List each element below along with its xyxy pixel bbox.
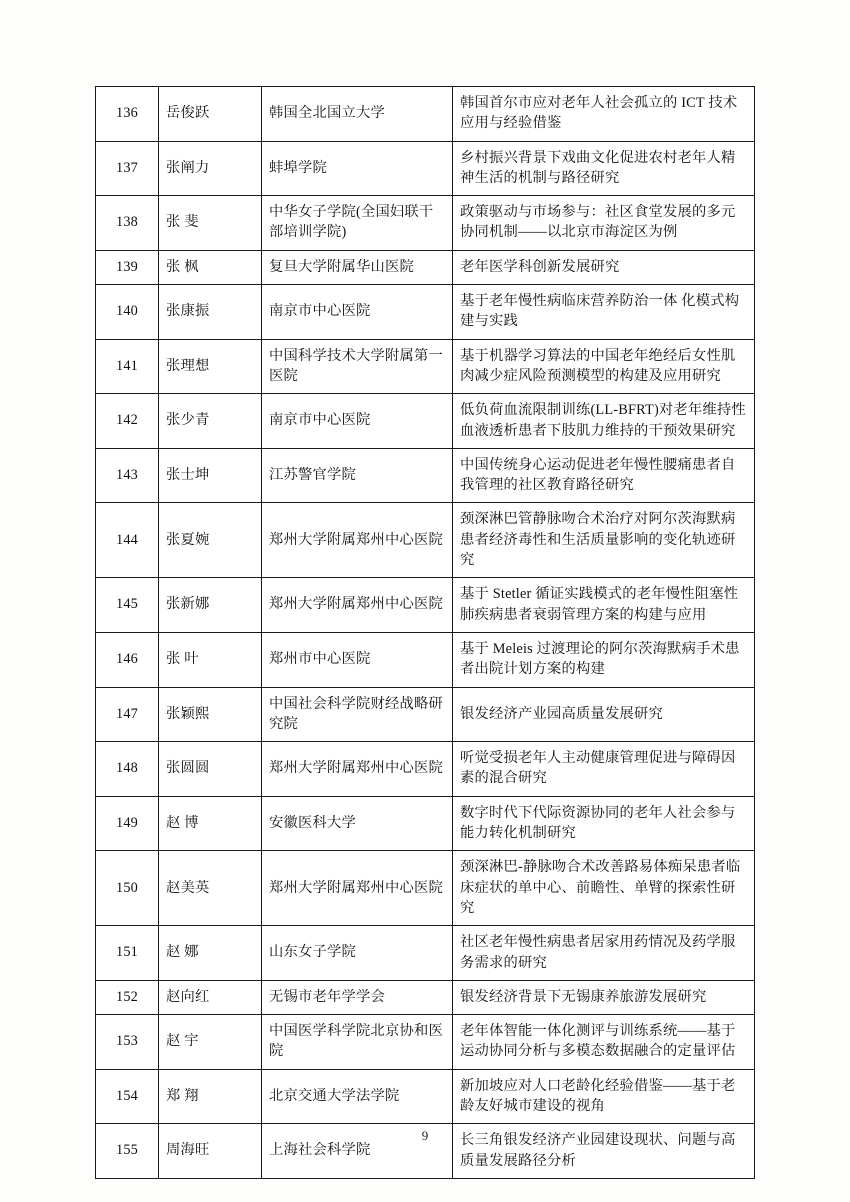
row-organization: 郑州大学附属郑州中心医院 bbox=[262, 742, 453, 797]
row-number: 149 bbox=[96, 796, 159, 851]
row-title: 老年体智能一体化测评与训练系统——基于运动协同分析与多模态数据融合的定量评估 bbox=[453, 1015, 755, 1070]
row-title: 颈深淋巴-静脉吻合术改善路易体痴呆患者临床症状的单中心、前瞻性、单臂的探索性研究 bbox=[453, 851, 755, 926]
table-row bbox=[96, 1015, 755, 1070]
row-number: 146 bbox=[96, 632, 159, 687]
row-number: 138 bbox=[96, 196, 159, 251]
row-organization: 蚌埠学院 bbox=[262, 141, 453, 196]
row-title: 政策驱动与市场参与：社区食堂发展的多元协同机制——以北京市海淀区为例 bbox=[453, 196, 755, 251]
table-row bbox=[96, 796, 755, 851]
row-name: 岳俊跃 bbox=[159, 87, 262, 142]
row-name: 张士坤 bbox=[159, 448, 262, 503]
table-row bbox=[96, 980, 755, 1014]
row-organization: 韩国全北国立大学 bbox=[262, 87, 453, 142]
row-name: 张夏婉 bbox=[159, 503, 262, 578]
row-name: 郑 翔 bbox=[159, 1069, 262, 1124]
row-title: 颈深淋巴管静脉吻合术治疗对阿尔茨海默病患者经济毒性和生活质量影响的变化轨迹研究 bbox=[453, 503, 755, 578]
row-organization: 中华女子学院(全国妇联干部培训学院) bbox=[262, 196, 453, 251]
row-organization: 郑州大学附属郑州中心医院 bbox=[262, 851, 453, 926]
row-title: 中国传统身心运动促进老年慢性腰痛患者自我管理的社区教育路径研究 bbox=[453, 448, 755, 503]
row-number: 152 bbox=[96, 980, 159, 1014]
row-number: 153 bbox=[96, 1015, 159, 1070]
row-name: 张 叶 bbox=[159, 632, 262, 687]
row-number: 148 bbox=[96, 742, 159, 797]
row-organization: 郑州市中心医院 bbox=[262, 632, 453, 687]
row-number: 145 bbox=[96, 578, 159, 633]
row-title: 乡村振兴背景下戏曲文化促进农村老年人精神生活的机制与路径研究 bbox=[453, 141, 755, 196]
row-organization: 中国医学科学院北京协和医院 bbox=[262, 1015, 453, 1070]
table-row bbox=[96, 503, 755, 578]
row-title: 社区老年慢性病患者居家用药情况及药学服务需求的研究 bbox=[453, 926, 755, 981]
row-name: 赵 宇 bbox=[159, 1015, 262, 1070]
row-number: 154 bbox=[96, 1069, 159, 1124]
table-row bbox=[96, 141, 755, 196]
row-organization: 郑州大学附属郑州中心医院 bbox=[262, 578, 453, 633]
row-number: 155 bbox=[96, 1124, 159, 1179]
page-content bbox=[95, 86, 755, 1179]
row-name: 赵 博 bbox=[159, 796, 262, 851]
row-title: 老年医学科创新发展研究 bbox=[453, 250, 755, 284]
row-title: 低负荷血流限制训练(LL-BFRT)对老年维持性血液透析患者下肢肌力维持的干预效果研究 bbox=[453, 394, 755, 449]
roster-table bbox=[95, 86, 755, 1179]
row-name: 张 斐 bbox=[159, 196, 262, 251]
table-row bbox=[96, 448, 755, 503]
row-number: 141 bbox=[96, 339, 159, 394]
table-row bbox=[96, 87, 755, 142]
row-name: 赵美英 bbox=[159, 851, 262, 926]
row-organization: 北京交通大学法学院 bbox=[262, 1069, 453, 1124]
row-number: 140 bbox=[96, 285, 159, 340]
row-organization: 无锡市老年学学会 bbox=[262, 980, 453, 1014]
row-number: 150 bbox=[96, 851, 159, 926]
page-number: 9 bbox=[421, 1128, 429, 1143]
row-name: 周海旺 bbox=[159, 1124, 262, 1179]
table-row bbox=[96, 926, 755, 981]
row-name: 赵 娜 bbox=[159, 926, 262, 981]
row-name: 张阐力 bbox=[159, 141, 262, 196]
row-title: 韩国首尔市应对老年人社会孤立的 ICT 技术应用与经验借鉴 bbox=[453, 87, 755, 142]
row-title: 基于老年慢性病临床营养防治一体 化模式构建与实践 bbox=[453, 285, 755, 340]
table-row bbox=[96, 394, 755, 449]
table-row bbox=[96, 339, 755, 394]
row-name: 赵向红 bbox=[159, 980, 262, 1014]
row-number: 151 bbox=[96, 926, 159, 981]
table-row bbox=[96, 632, 755, 687]
row-organization: 中国科学技术大学附属第一医院 bbox=[262, 339, 453, 394]
row-organization: 山东女子学院 bbox=[262, 926, 453, 981]
table-row bbox=[96, 687, 755, 742]
table-row bbox=[96, 285, 755, 340]
row-name: 张圆圆 bbox=[159, 742, 262, 797]
row-name: 张康振 bbox=[159, 285, 262, 340]
row-number: 143 bbox=[96, 448, 159, 503]
row-title: 银发经济产业园高质量发展研究 bbox=[453, 687, 755, 742]
row-name: 张 枫 bbox=[159, 250, 262, 284]
row-title: 基于 Meleis 过渡理论的阿尔茨海默病手术患者出院计划方案的构建 bbox=[453, 632, 755, 687]
row-number: 147 bbox=[96, 687, 159, 742]
row-organization: 江苏警官学院 bbox=[262, 448, 453, 503]
row-organization: 复旦大学附属华山医院 bbox=[262, 250, 453, 284]
row-organization: 南京市中心医院 bbox=[262, 394, 453, 449]
row-name: 张新娜 bbox=[159, 578, 262, 633]
table-row bbox=[96, 851, 755, 926]
row-organization: 郑州大学附属郑州中心医院 bbox=[262, 503, 453, 578]
row-title: 基于 Stetler 循证实践模式的老年慢性阻塞性肺疾病患者衰弱管理方案的构建与应用 bbox=[453, 578, 755, 633]
row-title: 基于机器学习算法的中国老年绝经后女性肌肉减少症风险预测模型的构建及应用研究 bbox=[453, 339, 755, 394]
row-number: 136 bbox=[96, 87, 159, 142]
row-organization: 上海社会科学院 bbox=[262, 1124, 453, 1179]
row-title: 长三角银发经济产业园建设现状、问题与高质量发展路径分析 bbox=[453, 1124, 755, 1179]
table-row bbox=[96, 1069, 755, 1124]
table-row bbox=[96, 578, 755, 633]
row-title: 银发经济背景下无锡康养旅游发展研究 bbox=[453, 980, 755, 1014]
row-number: 139 bbox=[96, 250, 159, 284]
row-title: 新加坡应对人口老龄化经验借鉴——基于老龄友好城市建设的视角 bbox=[453, 1069, 755, 1124]
row-organization: 南京市中心医院 bbox=[262, 285, 453, 340]
row-name: 张颖熙 bbox=[159, 687, 262, 742]
table-row bbox=[96, 250, 755, 284]
row-number: 142 bbox=[96, 394, 159, 449]
roster-table-body bbox=[96, 87, 755, 1179]
row-organization: 安徽医科大学 bbox=[262, 796, 453, 851]
table-row bbox=[96, 196, 755, 251]
row-number: 144 bbox=[96, 503, 159, 578]
row-title: 数字时代下代际资源协同的老年人社会参与能力转化机制研究 bbox=[453, 796, 755, 851]
row-organization: 中国社会科学院财经战略研究院 bbox=[262, 687, 453, 742]
row-title: 听觉受损老年人主动健康管理促进与障碍因素的混合研究 bbox=[453, 742, 755, 797]
table-row bbox=[96, 742, 755, 797]
row-name: 张理想 bbox=[159, 339, 262, 394]
row-name: 张少青 bbox=[159, 394, 262, 449]
row-number: 137 bbox=[96, 141, 159, 196]
